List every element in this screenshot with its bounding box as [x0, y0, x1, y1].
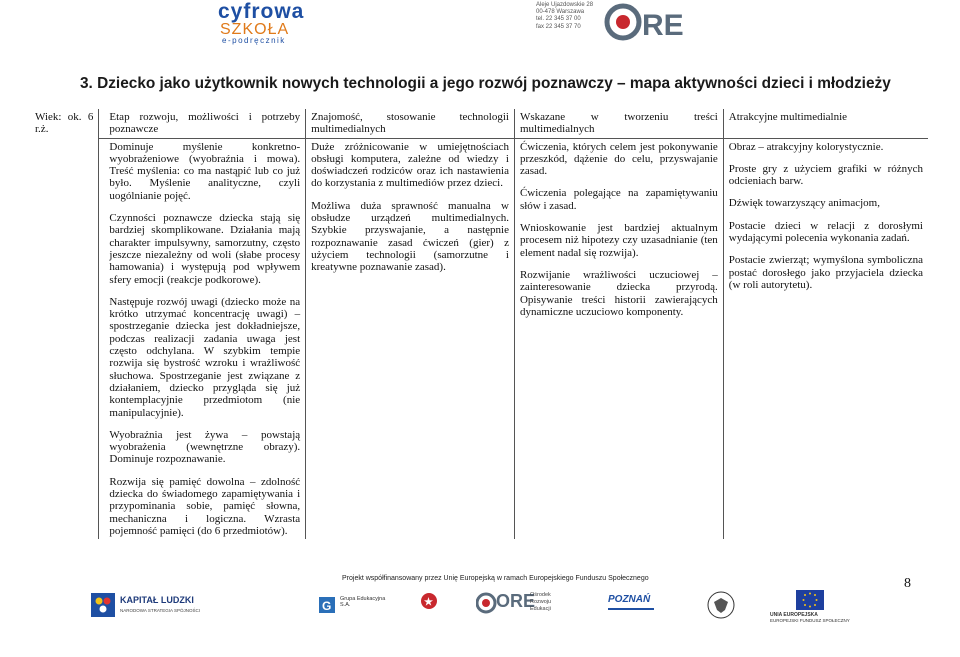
kapital-ludzki-logo — [90, 592, 210, 632]
cell-paragraph: Postacie dzieci w relacji z dorosłymi wydającymi polecenia wykonania zadań. — [728, 219, 923, 245]
age-cell — [30, 109, 99, 539]
logo-line1: cyfrowa — [218, 0, 305, 23]
cell-paragraph: Ćwiczenia polegające na zapamiętywaniu słów i zasad. — [519, 187, 718, 212]
nss-text: NARODOWA STRATEGIA SPÓJNOŚCI — [120, 608, 201, 613]
ue-efs-logo — [770, 590, 870, 624]
kapital-ludzki-icon — [90, 592, 116, 618]
technology-knowledge-cell — [306, 138, 515, 539]
cell-paragraph: Postacie zwierząt; wymyślona symboliczna postać dorosłego jako przyjaciela dziecka (w roli autorytetu). — [728, 254, 923, 291]
svg-text:RE: RE — [642, 9, 684, 42]
header-band — [0, 0, 960, 44]
column-header-text: Znajomość, stosowanie technologii multimedialnych — [311, 111, 509, 136]
column-header — [306, 109, 515, 138]
activity-map-table — [30, 109, 928, 539]
ore-footer-icon — [420, 592, 438, 610]
ore-main-footer-logo — [476, 588, 586, 622]
ore-footer-text: ORE — [496, 591, 536, 611]
column-header — [723, 109, 928, 138]
age-label: Wiek: ok. 6 r.ż. — [35, 111, 94, 136]
column-header-text: Etap rozwoju, możliwości i potrzeby poznawcze — [109, 111, 301, 136]
attractive-multimedia-cell — [723, 138, 928, 539]
svg-text:G: G — [322, 599, 332, 613]
efs-text: EUROPEJSKI FUNDUSZ SPOŁECZNY — [770, 618, 850, 623]
poznan-underline — [608, 608, 654, 610]
page-title: 3. Dziecko jako użytkownik nowych technologii a jego rozwój poznawczy – mapa aktywności dzieci i młodzieży — [80, 75, 891, 92]
cell-paragraph: Ćwiczenia, których celem jest pokonywanie przeszkód, dążenie do celu, przyswajanie zasad. — [519, 140, 718, 178]
logo-line3: e-podręcznik — [222, 36, 286, 45]
column-header-text: Wskazane w tworzeniu treści multimedialnych — [519, 111, 718, 136]
poznan-text: POZNAŃ — [608, 594, 651, 605]
eu-flag-icon — [796, 590, 824, 610]
ore-full-name: Ośrodek Rozwoju Edukacji — [530, 592, 552, 612]
cognitive-stage-cell — [99, 138, 306, 539]
address-line: 00-478 Warszawa — [536, 9, 585, 16]
cell-paragraph: Możliwa duża sprawność manualna w obsłudze urządzeń multimedialnych. Szybkie przyswajanie, a następnie rozpoznawanie zasad ćwiczeń (gier) z użyciem technologii (samorzutne i kreatywne poznawanie zasad). — [311, 199, 509, 274]
address-line: tel. 22 345 37 00 — [536, 16, 581, 23]
kapital-ludzki-text: KAPITAŁ LUDZKI — [120, 595, 194, 605]
column-header — [99, 109, 306, 138]
cell-paragraph: Dźwięk towarzyszący animacjom, — [728, 197, 880, 210]
eagle-icon — [706, 590, 736, 620]
grupa-edukacyjna-text: Grupa Edukacyjna S.A. — [340, 596, 386, 608]
ore-footer-logo — [420, 592, 480, 626]
table-row — [30, 138, 928, 539]
cell-paragraph: Rozwijanie wrażliwości uczuciowej – zainteresowanie dziecka przyrodą. Opisywanie treści historii zawierających dynamiczne uczuciowo komponenty. — [519, 268, 718, 318]
column-header — [514, 109, 723, 138]
poznan-logo — [604, 588, 660, 622]
ue-text: UNIA EUROPEJSKA — [770, 612, 818, 618]
cell-paragraph: Wyobraźnia jest żywa – powstają wyobrażenia (wewnętrzne obrazy). Dominuje rozpoznawanie. — [109, 428, 301, 466]
grupa-edukacyjna-icon — [318, 596, 336, 614]
funding-text: Projekt współfinansowany przez Unię Europejską w ramach Europejskiego Funduszu Społecznego — [342, 575, 649, 582]
cell-paragraph: Proste gry z użyciem grafiki w różnych odcieniach barw. — [728, 162, 923, 188]
svg-text:★: ★ — [424, 597, 433, 608]
eagle-emblem — [706, 590, 740, 624]
address-line: Aleje Ujazdowskie 28 — [536, 2, 594, 8]
cell-paragraph: Następuje rozwój uwagi (dziecko może na krótko utrzymać koncentrację uwagi) – spostrzeganie dziecka jest dokładniejsze, podczas realizacji zadania uwaga jest często odchylana. W szybkim tempie rozwija się bystrość wzroku i wrażliwość słuchowa. Spostrzeganie jest związane z działaniem, dziecko przygląda się już kontemplacyjnie przedmiotom (nie manipulacyjnie). — [109, 295, 301, 419]
cell-paragraph: Dominuje myślenie konkretno-wyobrażeniowe (wyobraźnia i mowa). Treść myślenia: co ma nastąpić lub co już było. Myślenie analityczne, czyli uogólnianie pojęć. — [109, 140, 301, 202]
cell-paragraph: Duże zróżnicowanie w umiejętnościach obsługi komputera, zależne od wiedzy i doświadczeń rodziców oraz ich nastawienia do korzystania z multimediów przez dzieci. — [311, 140, 509, 190]
cyfrowa-szkola-logo — [218, 2, 338, 44]
logo-line2: SZKOŁA — [220, 21, 290, 38]
column-header-text: Atrakcyjne multimedialnie — [728, 111, 848, 123]
address-block — [536, 2, 593, 31]
cell-paragraph: Rozwija się pamięć dowolna – zdolność dziecka do świadomego zapamiętywania i przypominania sobie, pamięć słowna, mechaniczna i logiczna. Wzrasta pojemność pamięci (do 6 przedmiotów). — [109, 475, 301, 537]
page-number: 8 — [904, 576, 911, 591]
cell-paragraph: Wnioskowanie jest bardziej aktualnym procesem niż hipotezy czy uzasadnianie (ten element nadal się rozwija). — [519, 222, 718, 259]
address-line: fax 22 345 37 70 — [536, 23, 581, 30]
table-header-row — [30, 109, 928, 138]
cell-paragraph: Czynności poznawcze dziecka stają się bardziej skomplikowane. Działania mają charakter impulsywny, samorzutny, często jeszcze niezależny od woli (słabe procesy hamowania) i występują pod wpływem sfery emocji (reakcje podkorowe). — [109, 212, 301, 286]
grupa-edukacyjna-logo — [318, 592, 388, 622]
cell-paragraph: Obraz – atrakcyjny kolorystycznie. — [728, 140, 884, 153]
ore-logo — [604, 2, 696, 42]
recommended-content-cell — [514, 138, 723, 539]
